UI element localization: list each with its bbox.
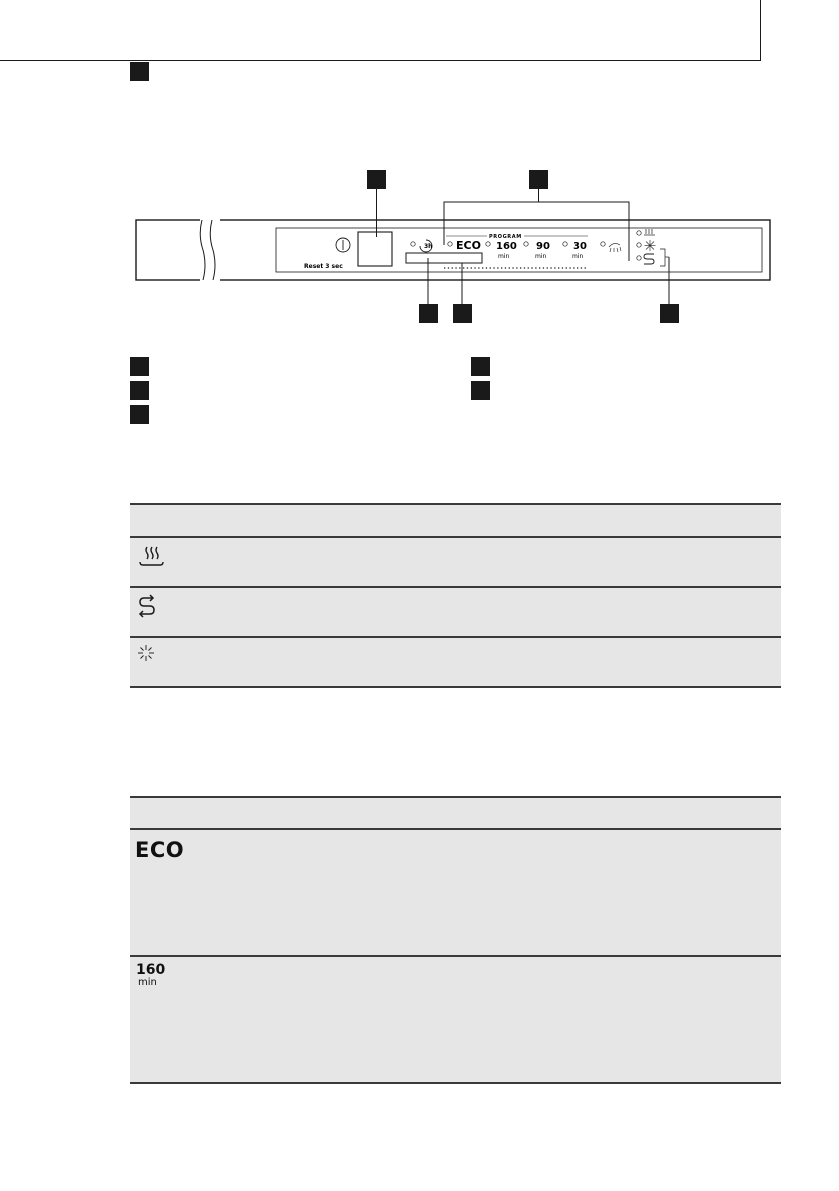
panel-drying-icon	[644, 229, 655, 235]
prerinse-icon	[609, 243, 621, 252]
legend-marker-1	[130, 357, 149, 376]
svg-text:min: min	[572, 253, 584, 260]
program-row-160	[130, 957, 781, 1084]
svg-text:min: min	[535, 253, 547, 260]
program-160-unit: min	[138, 977, 157, 988]
legend-marker-2	[130, 381, 149, 400]
top-rule-tick	[760, 0, 761, 61]
panel-rinse-aid-icon	[645, 240, 656, 251]
panel-salt-icon	[644, 254, 654, 264]
top-rule	[0, 60, 761, 61]
program-heading: PROGRAM	[489, 234, 522, 240]
salt-icon	[136, 594, 166, 620]
callout-marker-2	[529, 170, 548, 189]
programs-table	[130, 796, 781, 1084]
panel-program-90: 90	[536, 241, 550, 252]
callout-marker-5	[660, 304, 679, 323]
program-160-label	[136, 963, 165, 988]
panel-outline	[136, 220, 770, 280]
callout-marker-1	[367, 170, 386, 189]
indicator-row-drying	[130, 538, 781, 588]
rinse-aid-icon	[136, 643, 166, 667]
legend-marker-4	[471, 357, 490, 376]
indicators-table-header	[130, 505, 781, 538]
reset-label: Reset 3 sec	[304, 263, 343, 270]
control-panel-diagram	[132, 165, 782, 325]
section-marker	[130, 62, 149, 81]
indicator-row-salt	[130, 588, 781, 638]
programs-table-header	[130, 798, 781, 830]
program-row-eco	[130, 830, 781, 957]
drying-icon	[136, 544, 166, 568]
legend-marker-3	[130, 405, 149, 424]
panel-eco-label: ECO	[456, 239, 481, 252]
indicator-row-rinse-aid	[130, 638, 781, 688]
callout-marker-4	[453, 304, 472, 323]
eco-program-label: ECO	[135, 838, 185, 862]
panel-program-160: 160	[496, 241, 517, 252]
display-window	[358, 232, 392, 266]
program-160-value: 160	[136, 962, 166, 978]
callout-marker-3	[419, 304, 438, 323]
legend-marker-5	[471, 381, 490, 400]
svg-text:min: min	[498, 253, 510, 260]
panel-program-30: 30	[573, 241, 587, 252]
svg-text:3h: 3h	[424, 243, 433, 250]
indicators-table	[130, 503, 781, 688]
